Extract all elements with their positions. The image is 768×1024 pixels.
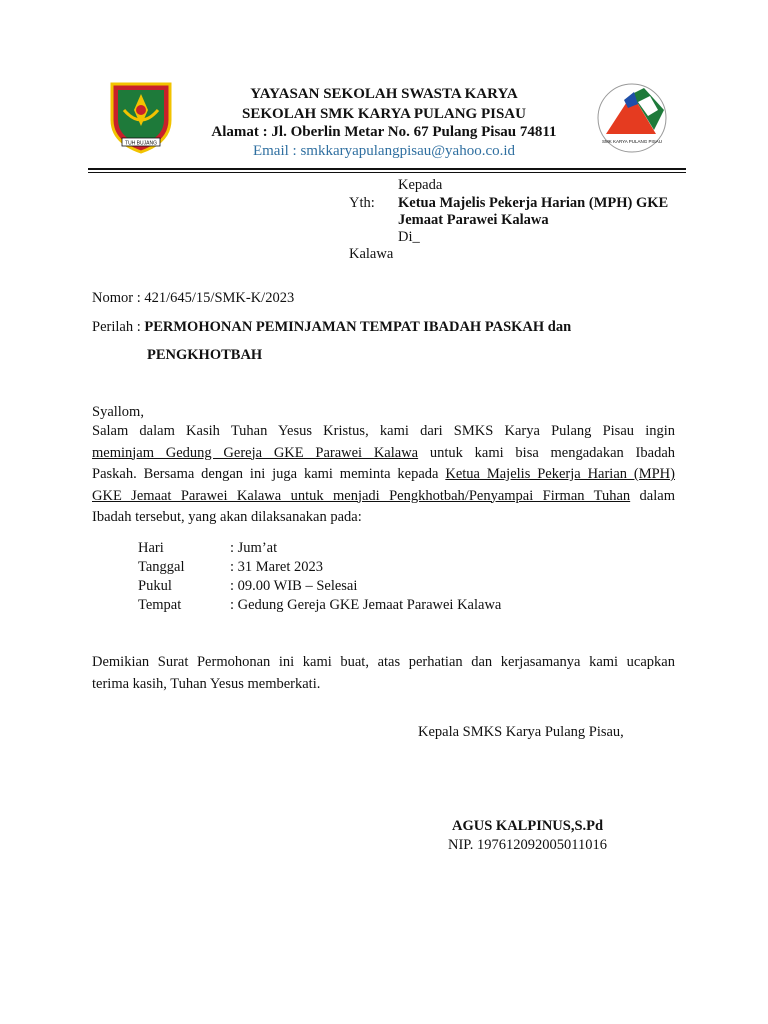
subject-label: Perilah : [92,319,145,335]
body-paragraph [92,421,675,529]
school-logo-label: SMK KARYA PULANG PISAU [601,139,663,144]
closing-line-2: terima kasih, Tuhan Yesus memberkati. [92,675,321,692]
detail-label-hari: Hari [138,540,164,556]
detail-label-tanggal: Tanggal [138,559,185,575]
body-line-3 [92,464,675,486]
detail-value-tanggal: : 31 Maret 2023 [230,559,324,575]
body-text-1a: Salam dalam Kasih Tuhan Yesus Kristus, kami dari SMKS Karya Pulang Pisau ingin [92,423,675,439]
subject-text-1: PERMOHONAN PEMINJAMAN TEMPAT IBADAH PASKAH dan [144,319,572,335]
emblem-label: TUH BUJANG [125,140,157,147]
school-address: Alamat : Jl. Oberlin Metar No. 67 Pulang Pisau 74811 [211,124,557,140]
header-rule-thick [88,168,686,170]
signatory-nip: NIP. 197612092005011016 [448,837,607,853]
closing-paragraph [92,652,675,695]
signatory-name: AGUS KALPINUS,S.Pd [452,818,604,834]
recipient-yth-label: Yth: [349,195,375,211]
subject-text-2: PENGKHOTBAH [147,347,263,363]
foundation-name: YAYASAN SEKOLAH SWASTA KARYA [250,86,518,102]
school-email: Email : smkkaryapulangpisau@yahoo.co.id [252,143,516,159]
recipient-line-1: Ketua Majelis Pekerja Harian (MPH) GKE [398,195,669,211]
recipient-place: Kalawa [349,246,394,262]
recipient-line-2: Jemaat Parawei Kalawa [398,212,549,228]
recipient-kepada: Kepada [398,177,443,193]
body-text-1c: Paskah. Bersama dengan ini juga kami meminta kepada [92,466,446,482]
body-underline-3: GKE Jemaat Parawei Kalawa untuk menjadi Pengkhotbah/Penyampai Firman Tuhan [92,487,631,504]
body-line-5 [92,507,675,529]
detail-value-pukul: : 09.00 WIB – Selesai [230,578,358,594]
closing-line-1: Demikian Surat Permohonan ini kami buat, atas perhatian dan kerjasamanya kami ucapkan [92,654,675,670]
greeting: Syallom, [92,404,144,420]
body-text-1b: untuk kami bisa mengadakan Ibadah [418,444,675,461]
body-text-1e: Ibadah tersebut, yang akan dilaksanakan pada: [92,509,362,525]
header-rule-thin [88,172,686,173]
body-line-4 [92,486,675,508]
detail-value-hari: : Jum’at [230,540,278,556]
detail-label-tempat: Tempat [138,597,182,613]
body-underline-1: meminjam Gedung Gereja GKE Parawei Kalawa [92,444,419,461]
body-line-2 [92,443,675,465]
body-underline-2: Ketua Majelis Pekerja Harian (MPH) [445,466,675,482]
detail-value-tempat: : Gedung Gereja GKE Jemaat Parawei Kalawa [230,597,502,613]
letter-number: Nomor : 421/645/15/SMK-K/2023 [92,290,295,306]
recipient-di: Di_ [398,229,420,245]
subject-line [92,318,571,336]
body-line-1 [92,421,675,443]
body-text-1d: dalam [630,487,675,504]
school-name: SEKOLAH SMK KARYA PULANG PISAU [242,106,526,122]
signature-title: Kepala SMKS Karya Pulang Pisau, [418,724,624,740]
detail-label-pukul: Pukul [138,578,172,594]
